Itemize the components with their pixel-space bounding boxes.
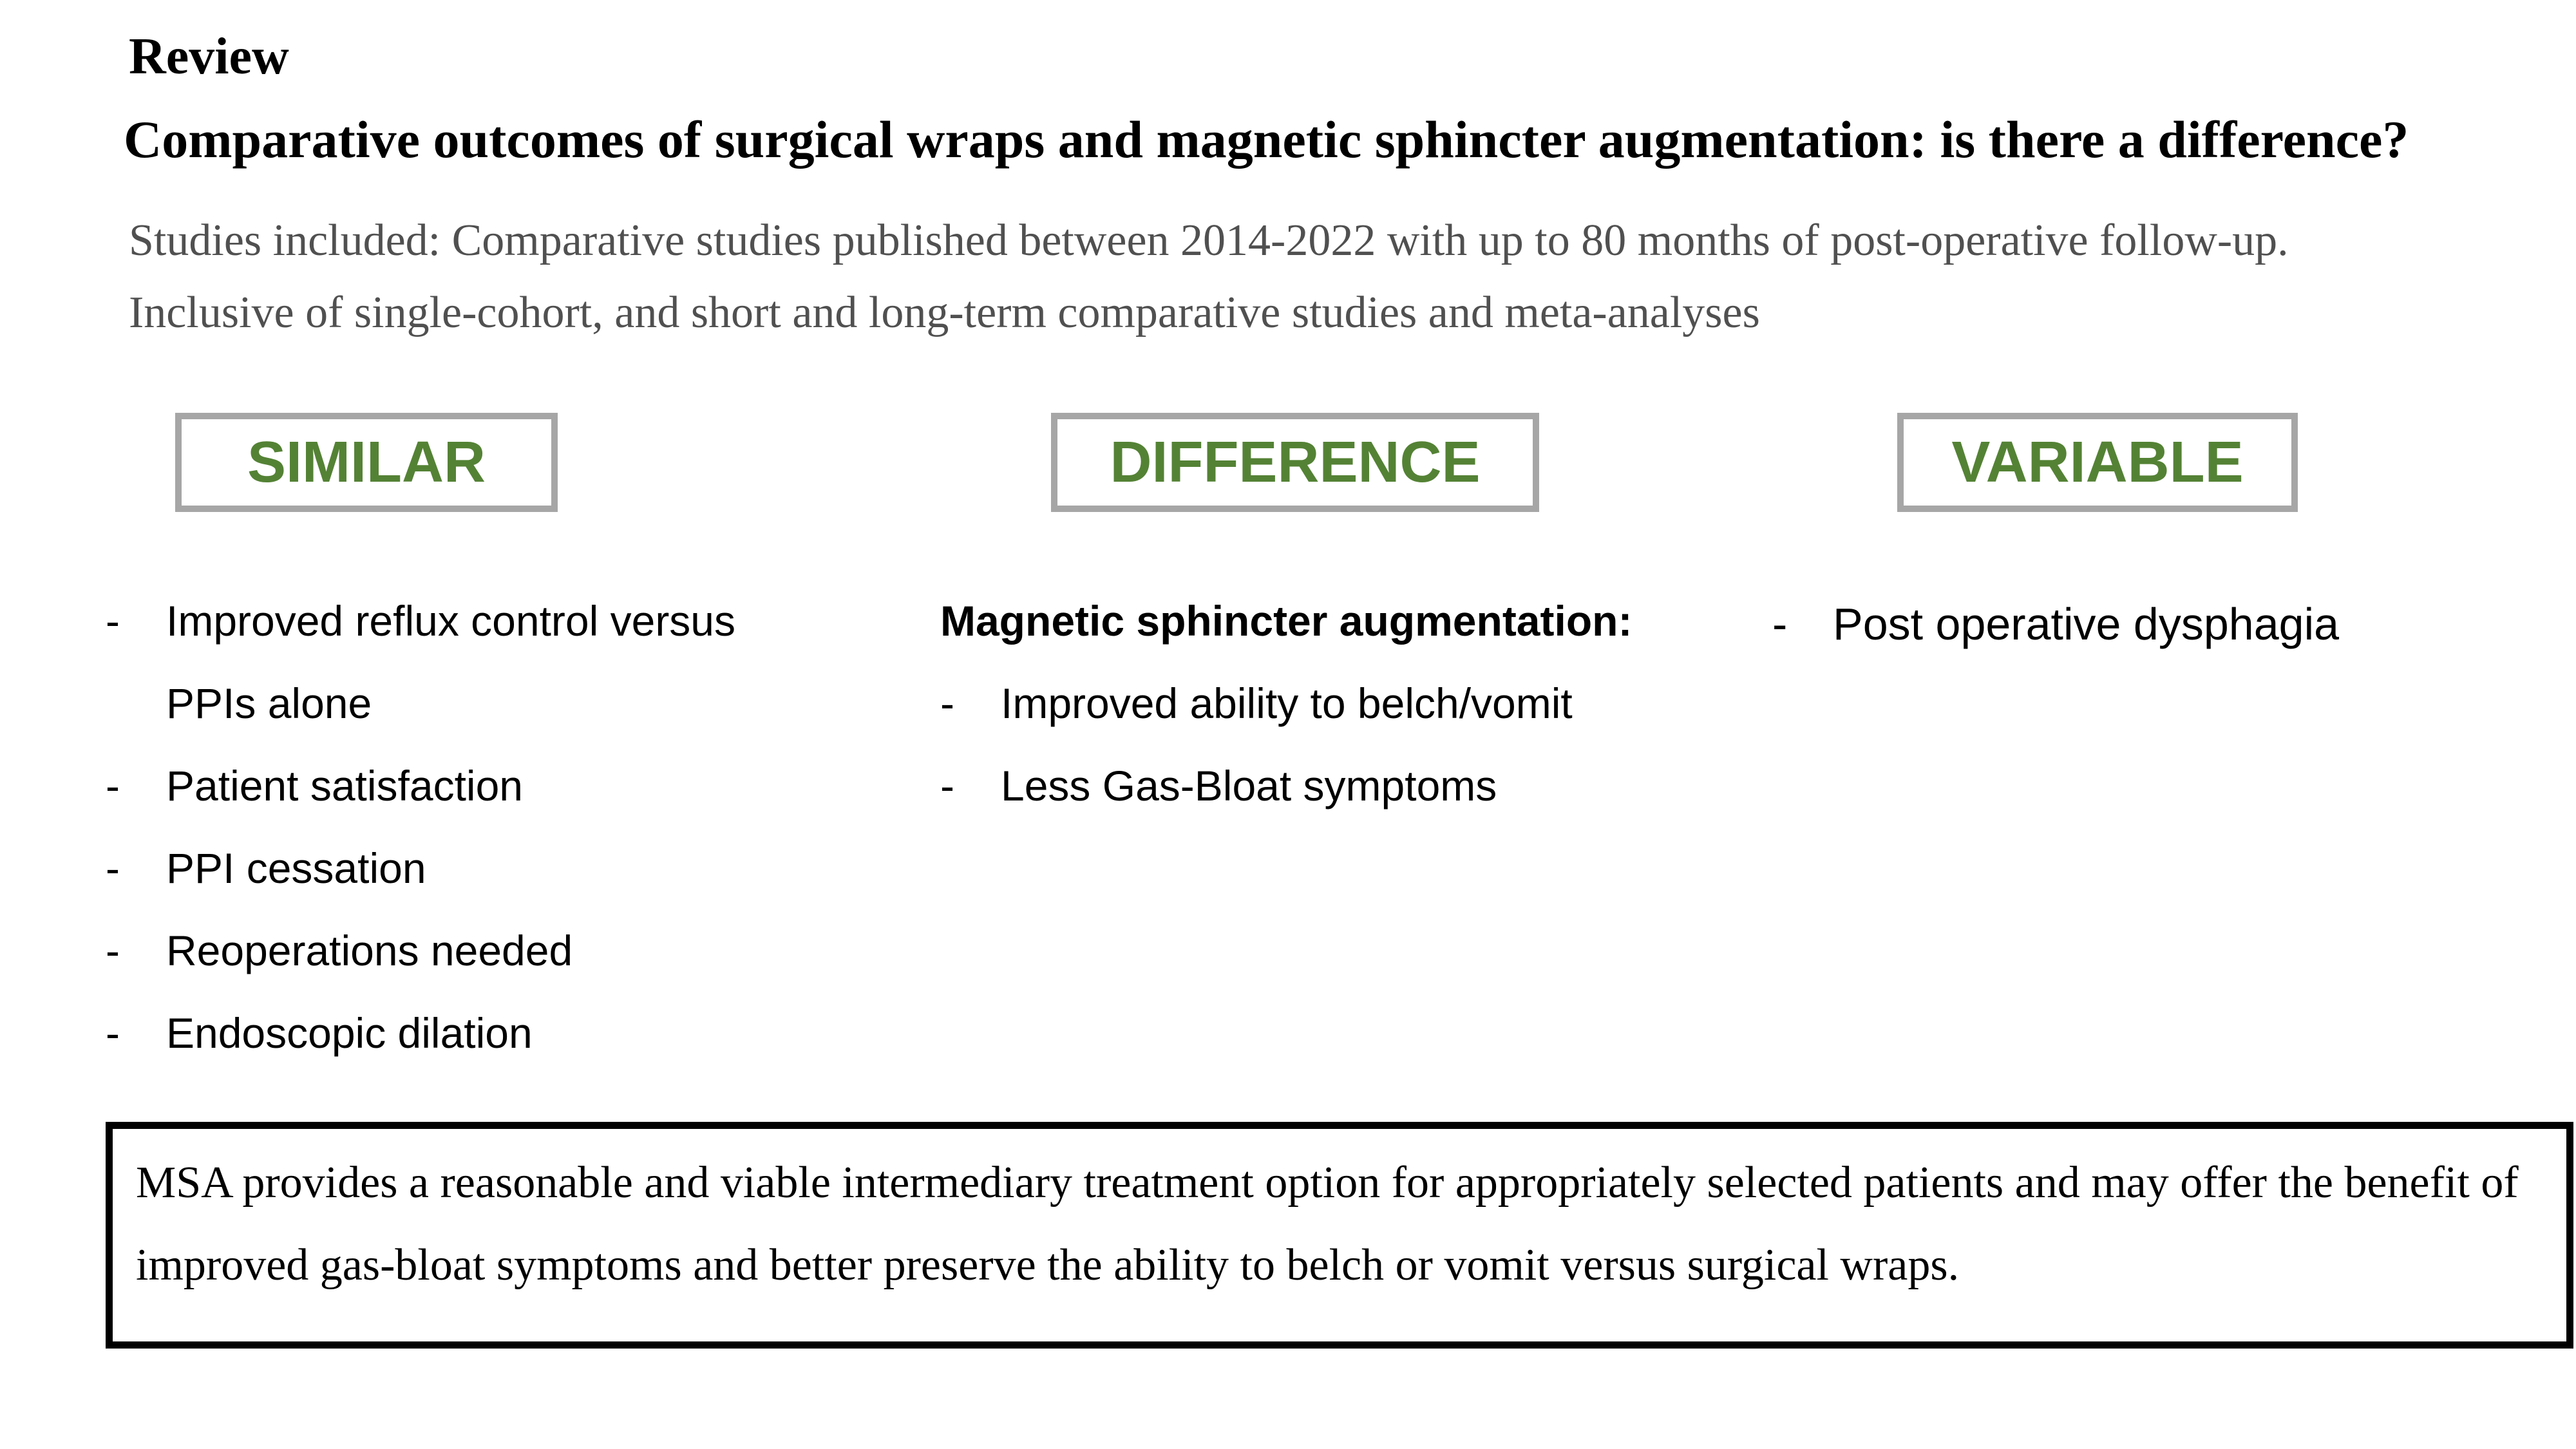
variable-heading: VARIABLE — [1951, 430, 2244, 495]
list-item-text: PPI cessation — [166, 844, 426, 892]
list-item-text: Reoperations needed — [166, 927, 573, 974]
studies-line-2: Inclusive of single-cohort, and short and long-term comparative studies and meta-analyses — [129, 288, 1760, 337]
similar-heading-box — [175, 413, 558, 512]
list-item — [106, 744, 911, 827]
variable-list — [1772, 583, 2545, 665]
list-item-text: Less Gas-Bloat symptoms — [1001, 762, 1497, 810]
similar-list — [106, 580, 911, 1074]
list-item — [940, 744, 1745, 827]
list-item-text: Improved reflux control versus PPIs alone — [166, 597, 736, 727]
bullet-dash: - — [106, 597, 120, 645]
difference-heading: DIFFERENCE — [1110, 430, 1481, 495]
studies-line-1: Studies included: Comparative studies published between 2014-2022 with up to 80 months of post-operative follow-up. — [129, 216, 2289, 265]
similar-heading: SIMILAR — [247, 430, 486, 495]
list-item-text: Patient satisfaction — [166, 762, 523, 810]
bullet-dash: - — [106, 844, 120, 892]
bullet-dash: - — [106, 927, 120, 974]
difference-subheading: Magnetic sphincter augmentation: — [940, 597, 1633, 645]
conclusion-text: MSA provides a reasonable and viable intermediary treatment option for appropriately selected patients and may offer the benefit of improved gas-bloat symptoms and better preserve the ability to belch or vomit versus surgical wraps. — [136, 1158, 2519, 1290]
list-item-text: Endoscopic dilation — [166, 1009, 533, 1057]
conclusion-box — [106, 1122, 2573, 1349]
studies-description — [129, 205, 2479, 349]
list-item — [1772, 583, 2545, 665]
list-item — [106, 827, 911, 909]
bullet-dash: - — [106, 762, 120, 810]
bullet-dash: - — [940, 762, 954, 810]
review-label: Review — [129, 28, 289, 85]
variable-heading-box — [1897, 413, 2298, 512]
list-item — [106, 992, 911, 1074]
difference-heading-box — [1051, 413, 1539, 512]
list-item — [940, 662, 1745, 744]
list-item-text: Improved ability to belch/vomit — [1001, 679, 1573, 727]
list-item — [106, 580, 911, 744]
list-item — [106, 909, 911, 992]
bullet-dash: - — [1772, 599, 1788, 649]
bullet-dash: - — [940, 679, 954, 727]
page-title: Comparative outcomes of surgical wraps and magnetic sphincter augmentation: is there a difference? — [124, 110, 2409, 169]
bullet-dash: - — [106, 1009, 120, 1057]
difference-list — [940, 580, 1745, 827]
list-item-text: Post operative dysphagia — [1833, 599, 2340, 649]
